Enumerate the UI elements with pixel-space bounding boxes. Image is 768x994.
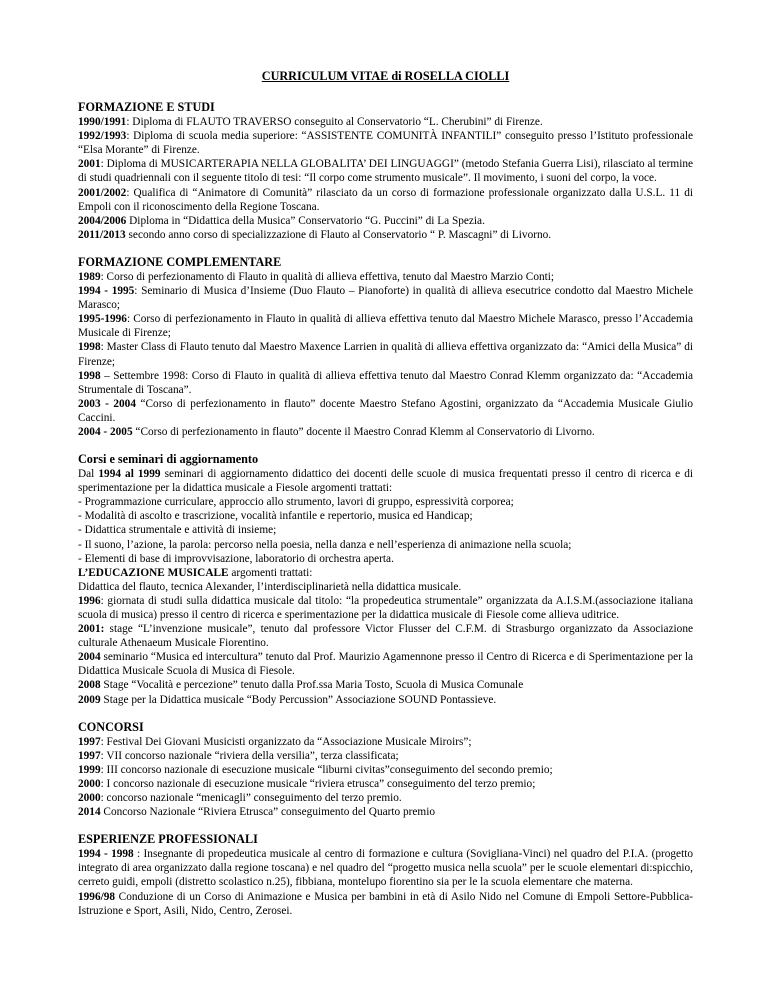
entry-text: “Corso di perfezionamento in flauto” docente Maestro Stefano Agostini, organizzato da “Accademia Musicale Giulio Caccini. [78,397,693,424]
cv-entry [78,115,693,129]
entry-date: L’EDUCAZIONE MUSICALE [78,566,229,579]
cv-entry [78,622,693,650]
entry-text: seminari di aggiornamento didattico dei docenti delle scuole di musica frequentati presso il centro di ricerca e di sperimentazione per la didattica musicale a Fiesole argomenti trattati: [78,468,693,495]
entry-text: : Corso di perfezionamento di Flauto in qualità di allieva effettiva, tenuto dal Maestro Marzio Conti; [100,270,555,283]
entry-text: : Seminario di Musica d’Insieme (Duo Flauto – Pianoforte) in qualità di allieva esecutrice condotto dal Maestro Michele Marasco; [78,285,693,312]
entry-date: 1994 - 1998 [78,848,134,861]
entry-text: : I concorso nazionale di esecuzione musicale “riviera etrusca” conseguimento del terzo premio; [100,777,536,790]
cv-entry [78,763,693,777]
cv-entry [78,467,693,495]
section-heading: FORMAZIONE E STUDI [78,100,215,115]
section-heading: CONCORSI [78,719,144,734]
sections-container [78,100,693,918]
entry-date: 2001/2002 [78,186,127,199]
cv-entry [78,805,693,819]
entry-date: 1997 [78,735,101,748]
entry-text: – Settembre 1998: Corso di Flauto in qualità di allieva effettiva tenuto dal Maestro Conrad Klemm organizzato da: “Accademia Strumentale di Toscana”. [78,369,693,396]
entry-date: 1996/98 [78,890,116,903]
cv-entry [78,495,693,509]
cv-entry [78,678,693,692]
cv-entry [78,847,693,889]
entry-text: : Master Class di Flauto tenuto dal Maestro Maxence Larrien in qualità di allieva effettiva organizzato da: “Amici della Musica” di Firenze; [78,341,693,368]
cv-entry [78,369,693,397]
cv-entry [78,284,693,312]
cv-entry [78,214,693,228]
entry-date: 1998 [78,341,101,354]
entry-text: Stage “Vocalità e percezione” tenuto dalla Prof.ssa Maria Tosto, Scuola di Musica Comunale [100,679,524,692]
entry-text: seminario “Musica ed intercultura” tenuto dal Prof. Maurizio Agamennone presso il Centro di Ricerca e di Sperimentazione per la Didattica Musicale Scuola di Musica di Fiesole. [78,651,693,678]
cv-section [78,720,693,820]
entry-date: 1999 [78,763,101,776]
entry-text: secondo anno corso di specializzazione di Flauto al Conservatorio “ P. Mascagni” di Livorno. [125,228,552,241]
entry-text: Conduzione di un Corso di Animazione e Musica per bambini in età di Asilo Nido nel Comune di Empoli Settore-Pubblica-Istruzione e Sport, Asili, Nido, Centro, Zerosei. [78,890,693,917]
entry-text: - Elementi di base di improvvisazione, laboratorio di orchestra aperta. [78,552,394,565]
cv-entry [78,157,693,185]
entry-date: 1996 [78,594,101,607]
entry-text: : giornata di studi sulla didattica musicale dal titolo: “la propedeutica strumentale” organizzata da A.I.S.M.(associazione italiana scuola di musica) presso il centro di ricerca e sperimentazione per la didattica musicale di Fiesole come allieva uditrice. [78,594,693,621]
entry-date: 2003 - 2004 [78,397,136,410]
cv-entry [78,425,693,439]
entry-date: 1995-1996 [78,313,127,326]
cv-entry [78,749,693,763]
entry-date: 2000 [78,777,101,790]
entry-text: argomenti trattati: [228,566,313,579]
entry-text: : Diploma di MUSICARTERAPIA NELLA GLOBALITA’ DEI LINGUAGGI” (metodo Stefania Guerra Lisi), rilasciato al termine di studi quadriennali con il seguente titolo di tesi: “Il corpo come strumento musicale”. Il movimento, i suoni del corpo, la voce. [78,158,693,185]
entry-text: : Festival Dei Giovani Musicisti organizzato da “Associazione Musicale Miroirs”; [100,735,472,748]
cv-entry [78,270,693,284]
entry-text: stage “L’invenzione musicale”, tenuto dal professore Victor Flusser del C.F.M. di Strasburgo organizzato da Associazione culturale Athenaeum Musicale Fiorentino. [78,623,693,650]
entry-text: Stage per la Didattica musicale “Body Percussion” Associazione SOUND Pontassieve. [100,693,497,706]
entry-date: 2009 [78,693,101,706]
entry-date: 1992/1993 [78,130,127,143]
cv-entry [78,509,693,523]
cv-section [78,452,693,707]
cv-entry [78,129,693,157]
entry-text: - Programmazione curriculare, approccio allo strumento, lavori di gruppo, espressività corporea; [78,496,514,509]
entry-text: : Corso di perfezionamento in Flauto in qualità di allieva effettiva tenuto dal Maestro Michele Marasco, presso l’Accademia Musicale di Firenze; [78,313,693,340]
cv-entry [78,186,693,214]
cv-entry [78,566,693,580]
entry-text: - Il suono, l’azione, la parola: percorso nella poesia, nella danza e nell’esperienza di animazione nella scuola; [78,538,572,551]
entry-text: Diploma in “Didattica della Musica” Conservatorio “G. Puccini” di La Spezia. [126,214,485,227]
cv-section [78,100,693,242]
entry-date: 2004 [78,651,101,664]
cv-entry [78,228,693,242]
entry-date: 2001 [78,158,101,171]
entry-text: : Diploma di FLAUTO TRAVERSO conseguito al Conservatorio “L. Cherubini” di Firenze. [126,116,543,129]
cv-entry [78,693,693,707]
entry-text: - Modalità di ascolto e trascrizione, vocalità infantile e repertorio, musica ed Handicap; [78,510,473,523]
cv-entry [78,523,693,537]
cv-entry [78,777,693,791]
entry-text: Concorso Nazionale “Riviera Etrusca” conseguimento del Quarto premio [100,806,435,819]
cv-section [78,832,693,917]
cv-entry [78,552,693,566]
cv-entry [78,312,693,340]
document-title: CURRICULUM VITAE di ROSELLA CIOLLI [261,69,510,83]
entry-text: : concorso nazionale “menicagli” conseguimento del terzo premio. [100,792,402,805]
cv-entry [78,791,693,805]
cv-entry [78,580,693,594]
entry-date: 2004 - 2005 [78,425,133,438]
entry-text: : Diploma di scuola media superiore: “ASSISTENTE COMUNITÀ INFANTILI” conseguito presso l’Istituto professionale “Elsa Morante” di Firenze. [78,130,693,157]
section-heading: FORMAZIONE COMPLEMENTARE [78,254,282,269]
entry-date: 2001: [78,623,105,636]
cv-entry [78,594,693,622]
entry-date: 1994 - 1995 [78,285,135,298]
entry-text: : VII concorso nazionale “riviera della versilia”, terza classificata; [100,749,399,762]
entry-text: : III concorso nazionale di esecuzione musicale “liburni civitas”conseguimento del secondo premio; [100,763,553,776]
entry-text: Dal [78,468,99,481]
entry-date: 2011/2013 [78,228,126,241]
cv-entry [78,538,693,552]
entry-date: 1989 [78,270,101,283]
entry-date: 2000 [78,792,101,805]
entry-date: 2014 [78,806,101,819]
entry-text: “Corso di perfezionamento in flauto” docente il Maestro Conrad Klemm al Conservatorio di Livorno. [132,425,595,438]
entry-text: : Insegnante di propedeutica musicale al centro di formazione e cultura (Sovigliana-Vinci) nel quadro del P.I.A. (progetto integrato di area organizzato dalla regione toscana) e nel quadro del “progetto musica nella scuola” per le scuole elementari di:spicchio, cerreto guidi, empoli (distretto scolastico n.25), fibbiana, montelupo fiorentino sia per le la scuola elementare che materna. [78,848,694,889]
entry-text: : Qualifica di “Animatore di Comunità” rilasciato da un corso di formazione professionale organizzato dalla U.S.L. 11 di Empoli con il riconoscimento della Regione Toscana. [78,186,693,213]
cv-entry [78,735,693,749]
entry-date: 2004/2006 [78,214,127,227]
cv-section [78,255,693,439]
entry-date: 1997 [78,749,101,762]
entry-date: 1990/1991 [78,116,127,129]
cv-entry [78,340,693,368]
section-heading: Corsi e seminari di aggiornamento [78,452,259,467]
entry-text: Didattica del flauto, tecnica Alexander, l’interdisciplinarietà nella didattica musicale. [78,580,462,593]
entry-date: 1998 [78,369,101,382]
entry-text: - Didattica strumentale e attività di insieme; [78,524,277,537]
cv-entry [78,650,693,678]
entry-date: 2008 [78,679,101,692]
cv-entry [78,890,693,918]
entry-date: 1994 al 1999 [98,468,161,481]
cv-entry [78,397,693,425]
section-heading: ESPERIENZE PROFESSIONALI [78,832,258,847]
